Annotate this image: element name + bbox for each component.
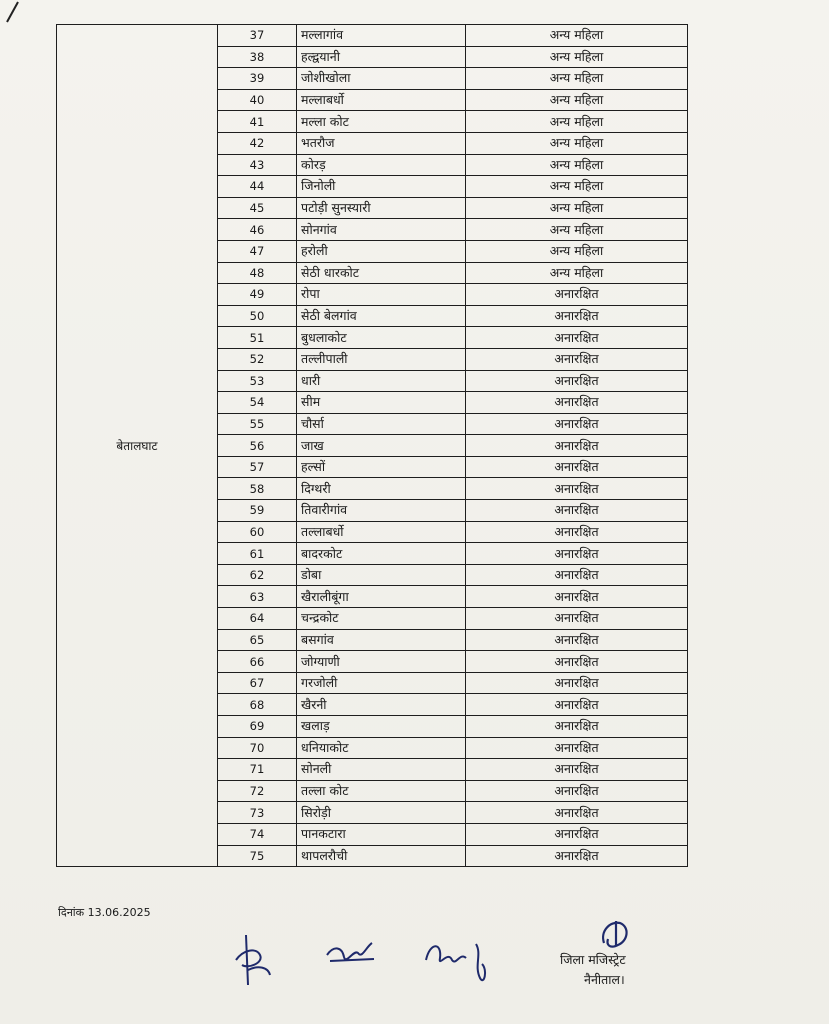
signature-4 [596,915,636,955]
category-cell: अन्य महिला [466,262,688,284]
serial-number-cell: 52 [218,348,297,370]
serial-number-cell: 65 [218,629,297,651]
category-cell: अन्य महिला [466,25,688,47]
serial-number-cell: 72 [218,780,297,802]
village-name-cell: मल्ला कोट [297,111,466,133]
village-name-cell: चन्द्रकोट [297,608,466,630]
village-name-cell: चौर्सा [297,413,466,435]
reservation-table [56,24,688,867]
serial-number-cell: 51 [218,327,297,349]
category-cell: अनारक्षित [466,586,688,608]
village-name-cell: डोबा [297,564,466,586]
village-name-cell: मल्लागांव [297,25,466,47]
category-cell: अनारक्षित [466,845,688,867]
village-name-cell: तल्ला कोट [297,780,466,802]
category-cell: अन्य महिला [466,132,688,154]
village-name-cell: तल्लाबर्धो [297,521,466,543]
category-cell: अनारक्षित [466,759,688,781]
serial-number-cell: 40 [218,89,297,111]
village-name-cell: थापलरौची [297,845,466,867]
serial-number-cell: 48 [218,262,297,284]
serial-number-cell: 61 [218,543,297,565]
category-cell: अन्य महिला [466,46,688,68]
serial-number-cell: 70 [218,737,297,759]
category-cell: अन्य महिला [466,89,688,111]
village-name-cell: सोनगांव [297,219,466,241]
village-name-cell: खैरनी [297,694,466,716]
serial-number-cell: 60 [218,521,297,543]
serial-number-cell: 59 [218,500,297,522]
category-cell: अनारक्षित [466,564,688,586]
category-cell: अनारक्षित [466,823,688,845]
category-cell: अनारक्षित [466,478,688,500]
village-name-cell: मल्लाबर्धो [297,89,466,111]
designation-block [560,950,626,990]
village-name-cell: रोपा [297,284,466,306]
category-cell: अनारक्षित [466,435,688,457]
village-name-cell: बादरकोट [297,543,466,565]
category-cell: अन्य महिला [466,111,688,133]
village-name-cell: दिग्थरी [297,478,466,500]
category-cell: अन्य महिला [466,176,688,198]
serial-number-cell: 62 [218,564,297,586]
reservation-table-body [57,25,688,867]
serial-number-cell: 50 [218,305,297,327]
village-name-cell: सीम [297,392,466,414]
category-cell: अनारक्षित [466,694,688,716]
serial-number-cell: 55 [218,413,297,435]
category-cell: अन्य महिला [466,154,688,176]
serial-number-cell: 68 [218,694,297,716]
village-name-cell: पानकटारा [297,823,466,845]
village-name-cell: जिनोली [297,176,466,198]
category-cell: अनारक्षित [466,500,688,522]
category-cell: अनारक्षित [466,305,688,327]
category-cell: अन्य महिला [466,68,688,90]
serial-number-cell: 74 [218,823,297,845]
village-name-cell: बुधलाकोट [297,327,466,349]
serial-number-cell: 37 [218,25,297,47]
village-name-cell: सेठी धारकोट [297,262,466,284]
village-name-cell: तल्लीपाली [297,348,466,370]
serial-number-cell: 53 [218,370,297,392]
serial-number-cell: 66 [218,651,297,673]
village-name-cell: पटोड़ी सुनस्यारी [297,197,466,219]
designation-place: नैनीताल। [584,972,625,987]
category-cell: अनारक्षित [466,780,688,802]
village-name-cell: सोनली [297,759,466,781]
category-cell: अनारक्षित [466,651,688,673]
date-label: दिनांक [58,906,85,919]
village-name-cell: भतरौज [297,132,466,154]
village-name-cell: गरजोली [297,672,466,694]
signature-3 [420,930,500,990]
date-value: 13.06.2025 [87,906,151,919]
serial-number-cell: 64 [218,608,297,630]
serial-number-cell: 47 [218,240,297,262]
category-cell: अनारक्षित [466,392,688,414]
category-cell: अनारक्षित [466,672,688,694]
block-name-cell: बेतालघाट [57,25,218,867]
serial-number-cell: 69 [218,716,297,738]
category-cell: अनारक्षित [466,370,688,392]
serial-number-cell: 73 [218,802,297,824]
village-name-cell: जाख [297,435,466,457]
category-cell: अनारक्षित [466,543,688,565]
serial-number-cell: 49 [218,284,297,306]
serial-number-cell: 63 [218,586,297,608]
serial-number-cell: 67 [218,672,297,694]
category-cell: अनारक्षित [466,284,688,306]
village-name-cell: हल्द्वयानी [297,46,466,68]
serial-number-cell: 38 [218,46,297,68]
village-name-cell: खैरालीबूंगा [297,586,466,608]
serial-number-cell: 44 [218,176,297,198]
designation-title: जिला मजिस्ट्रेट [560,952,626,967]
category-cell: अनारक्षित [466,456,688,478]
village-name-cell: जोग्याणी [297,651,466,673]
serial-number-cell: 71 [218,759,297,781]
village-name-cell: सिरोड़ी [297,802,466,824]
serial-number-cell: 56 [218,435,297,457]
corner-pen-mark [4,0,34,26]
signature-1 [228,925,278,995]
category-cell: अनारक्षित [466,737,688,759]
category-cell: अनारक्षित [466,348,688,370]
signature-2 [322,935,382,970]
category-cell: अनारक्षित [466,629,688,651]
village-name-cell: तिवारीगांव [297,500,466,522]
category-cell: अनारक्षित [466,521,688,543]
serial-number-cell: 57 [218,456,297,478]
table-row [57,25,688,47]
category-cell: अनारक्षित [466,716,688,738]
serial-number-cell: 43 [218,154,297,176]
village-name-cell: धनियाकोट [297,737,466,759]
serial-number-cell: 42 [218,132,297,154]
village-name-cell: कोरड़ [297,154,466,176]
serial-number-cell: 46 [218,219,297,241]
category-cell: अनारक्षित [466,802,688,824]
village-name-cell: हरोली [297,240,466,262]
category-cell: अन्य महिला [466,219,688,241]
village-name-cell: सेठी बेलगांव [297,305,466,327]
serial-number-cell: 39 [218,68,297,90]
serial-number-cell: 58 [218,478,297,500]
serial-number-cell: 41 [218,111,297,133]
category-cell: अन्य महिला [466,197,688,219]
serial-number-cell: 54 [218,392,297,414]
category-cell: अनारक्षित [466,327,688,349]
village-name-cell: हल्सों [297,456,466,478]
village-name-cell: जोशीखोला [297,68,466,90]
category-cell: अनारक्षित [466,608,688,630]
village-name-cell: धारी [297,370,466,392]
village-name-cell: खलाड़ [297,716,466,738]
category-cell: अन्य महिला [466,240,688,262]
serial-number-cell: 75 [218,845,297,867]
serial-number-cell: 45 [218,197,297,219]
date-line [58,905,151,920]
category-cell: अनारक्षित [466,413,688,435]
village-name-cell: बसगांव [297,629,466,651]
